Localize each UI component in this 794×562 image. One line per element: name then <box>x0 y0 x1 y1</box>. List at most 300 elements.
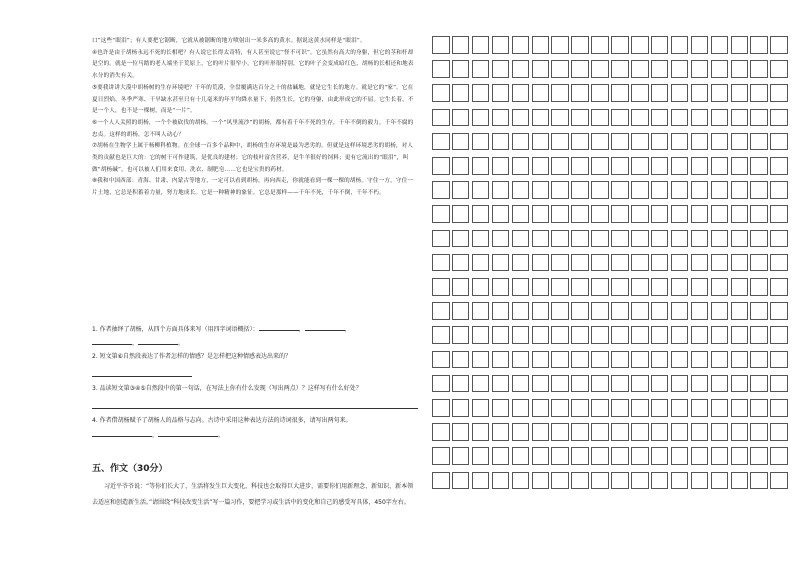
grid-cell[interactable] <box>512 254 530 272</box>
grid-cell[interactable] <box>750 109 768 127</box>
grid-cell[interactable] <box>731 157 749 175</box>
grid-cell[interactable] <box>432 375 450 393</box>
grid-cell[interactable] <box>512 36 530 54</box>
grid-cell[interactable] <box>452 447 470 465</box>
grid-cell[interactable] <box>631 351 649 369</box>
grid-cell[interactable] <box>551 157 569 175</box>
grid-cell[interactable] <box>770 133 788 151</box>
grid-cell[interactable] <box>532 157 550 175</box>
grid-cell[interactable] <box>472 205 490 223</box>
grid-cell[interactable] <box>711 399 729 417</box>
grid-cell[interactable] <box>551 399 569 417</box>
grid-cell[interactable] <box>452 399 470 417</box>
grid-cell[interactable] <box>770 109 788 127</box>
grid-cell[interactable] <box>591 133 609 151</box>
grid-cell[interactable] <box>671 375 689 393</box>
grid-cell[interactable] <box>512 399 530 417</box>
grid-cell[interactable] <box>472 423 490 441</box>
grid-cell[interactable] <box>532 302 550 320</box>
grid-cell[interactable] <box>532 399 550 417</box>
grid-cell[interactable] <box>512 230 530 248</box>
grid-cell[interactable] <box>452 157 470 175</box>
grid-cell[interactable] <box>750 60 768 78</box>
grid-cell[interactable] <box>631 60 649 78</box>
grid-cell[interactable] <box>691 302 709 320</box>
grid-cell[interactable] <box>432 36 450 54</box>
grid-cell[interactable] <box>452 230 470 248</box>
grid-cell[interactable] <box>472 302 490 320</box>
grid-cell[interactable] <box>750 399 768 417</box>
grid-cell[interactable] <box>532 60 550 78</box>
grid-cell[interactable] <box>512 109 530 127</box>
grid-cell[interactable] <box>611 447 629 465</box>
grid-cell[interactable] <box>571 254 589 272</box>
grid-cell[interactable] <box>611 278 629 296</box>
grid-cell[interactable] <box>432 423 450 441</box>
grid-cell[interactable] <box>512 423 530 441</box>
grid-cell[interactable] <box>691 230 709 248</box>
grid-cell[interactable] <box>731 472 749 490</box>
grid-cell[interactable] <box>631 447 649 465</box>
grid-cell[interactable] <box>611 399 629 417</box>
grid-cell[interactable] <box>631 302 649 320</box>
grid-cell[interactable] <box>711 423 729 441</box>
grid-cell[interactable] <box>651 254 669 272</box>
grid-cell[interactable] <box>611 181 629 199</box>
grid-cell[interactable] <box>611 157 629 175</box>
grid-cell[interactable] <box>731 399 749 417</box>
grid-cell[interactable] <box>472 230 490 248</box>
grid-cell[interactable] <box>472 84 490 102</box>
answer-blank[interactable] <box>92 428 152 437</box>
grid-cell[interactable] <box>651 230 669 248</box>
grid-cell[interactable] <box>551 351 569 369</box>
grid-cell[interactable] <box>452 36 470 54</box>
grid-cell[interactable] <box>571 447 589 465</box>
grid-cell[interactable] <box>671 399 689 417</box>
grid-cell[interactable] <box>472 399 490 417</box>
grid-cell[interactable] <box>750 133 768 151</box>
grid-cell[interactable] <box>611 302 629 320</box>
grid-cell[interactable] <box>591 447 609 465</box>
grid-cell[interactable] <box>651 302 669 320</box>
grid-cell[interactable] <box>671 230 689 248</box>
grid-cell[interactable] <box>432 447 450 465</box>
grid-cell[interactable] <box>472 133 490 151</box>
grid-cell[interactable] <box>472 254 490 272</box>
grid-cell[interactable] <box>452 205 470 223</box>
grid-cell[interactable] <box>492 157 510 175</box>
grid-cell[interactable] <box>532 133 550 151</box>
grid-cell[interactable] <box>691 60 709 78</box>
grid-cell[interactable] <box>492 399 510 417</box>
grid-cell[interactable] <box>691 157 709 175</box>
grid-cell[interactable] <box>591 230 609 248</box>
grid-cell[interactable] <box>750 254 768 272</box>
grid-cell[interactable] <box>551 472 569 490</box>
grid-cell[interactable] <box>512 157 530 175</box>
grid-cell[interactable] <box>671 254 689 272</box>
grid-cell[interactable] <box>711 230 729 248</box>
grid-cell[interactable] <box>571 375 589 393</box>
grid-cell[interactable] <box>512 351 530 369</box>
grid-cell[interactable] <box>671 60 689 78</box>
grid-cell[interactable] <box>452 84 470 102</box>
grid-cell[interactable] <box>532 109 550 127</box>
grid-cell[interactable] <box>571 278 589 296</box>
grid-cell[interactable] <box>750 278 768 296</box>
grid-cell[interactable] <box>591 399 609 417</box>
grid-cell[interactable] <box>432 230 450 248</box>
grid-cell[interactable] <box>631 181 649 199</box>
grid-cell[interactable] <box>532 472 550 490</box>
grid-cell[interactable] <box>651 423 669 441</box>
grid-cell[interactable] <box>472 157 490 175</box>
grid-cell[interactable] <box>591 157 609 175</box>
grid-cell[interactable] <box>532 447 550 465</box>
grid-cell[interactable] <box>591 423 609 441</box>
grid-cell[interactable] <box>551 181 569 199</box>
grid-cell[interactable] <box>591 302 609 320</box>
grid-cell[interactable] <box>532 205 550 223</box>
grid-cell[interactable] <box>571 60 589 78</box>
grid-cell[interactable] <box>452 181 470 199</box>
grid-cell[interactable] <box>651 181 669 199</box>
grid-cell[interactable] <box>551 230 569 248</box>
grid-cell[interactable] <box>711 254 729 272</box>
grid-cell[interactable] <box>611 60 629 78</box>
answer-blank[interactable] <box>259 322 299 331</box>
grid-cell[interactable] <box>731 230 749 248</box>
grid-cell[interactable] <box>432 326 450 344</box>
grid-cell[interactable] <box>651 157 669 175</box>
grid-cell[interactable] <box>432 84 450 102</box>
grid-cell[interactable] <box>492 133 510 151</box>
grid-cell[interactable] <box>492 230 510 248</box>
grid-cell[interactable] <box>472 447 490 465</box>
grid-cell[interactable] <box>571 472 589 490</box>
grid-cell[interactable] <box>591 278 609 296</box>
grid-cell[interactable] <box>472 278 490 296</box>
grid-cell[interactable] <box>472 351 490 369</box>
answer-blank[interactable] <box>138 336 178 345</box>
grid-cell[interactable] <box>691 109 709 127</box>
grid-cell[interactable] <box>651 447 669 465</box>
grid-cell[interactable] <box>711 157 729 175</box>
grid-cell[interactable] <box>750 230 768 248</box>
grid-cell[interactable] <box>571 157 589 175</box>
grid-cell[interactable] <box>671 84 689 102</box>
grid-cell[interactable] <box>571 36 589 54</box>
grid-cell[interactable] <box>770 254 788 272</box>
grid-cell[interactable] <box>651 351 669 369</box>
grid-cell[interactable] <box>711 60 729 78</box>
grid-cell[interactable] <box>512 278 530 296</box>
grid-cell[interactable] <box>631 109 649 127</box>
grid-cell[interactable] <box>551 278 569 296</box>
grid-cell[interactable] <box>472 472 490 490</box>
grid-cell[interactable] <box>750 326 768 344</box>
grid-cell[interactable] <box>631 36 649 54</box>
grid-cell[interactable] <box>770 60 788 78</box>
grid-cell[interactable] <box>731 181 749 199</box>
grid-cell[interactable] <box>711 351 729 369</box>
grid-cell[interactable] <box>432 157 450 175</box>
grid-cell[interactable] <box>671 302 689 320</box>
grid-cell[interactable] <box>591 84 609 102</box>
grid-cell[interactable] <box>711 278 729 296</box>
grid-cell[interactable] <box>671 133 689 151</box>
grid-cell[interactable] <box>512 326 530 344</box>
grid-cell[interactable] <box>671 472 689 490</box>
grid-cell[interactable] <box>691 36 709 54</box>
grid-cell[interactable] <box>611 351 629 369</box>
grid-cell[interactable] <box>512 84 530 102</box>
grid-cell[interactable] <box>750 375 768 393</box>
grid-cell[interactable] <box>611 254 629 272</box>
grid-cell[interactable] <box>750 351 768 369</box>
grid-cell[interactable] <box>691 351 709 369</box>
grid-cell[interactable] <box>711 36 729 54</box>
grid-cell[interactable] <box>770 230 788 248</box>
answer-line[interactable] <box>92 408 418 409</box>
grid-cell[interactable] <box>551 84 569 102</box>
grid-cell[interactable] <box>512 60 530 78</box>
grid-cell[interactable] <box>492 302 510 320</box>
grid-cell[interactable] <box>731 254 749 272</box>
grid-cell[interactable] <box>671 36 689 54</box>
grid-cell[interactable] <box>731 326 749 344</box>
grid-cell[interactable] <box>512 472 530 490</box>
grid-cell[interactable] <box>770 302 788 320</box>
grid-cell[interactable] <box>571 302 589 320</box>
grid-cell[interactable] <box>770 375 788 393</box>
writing-grid[interactable] <box>432 36 792 502</box>
grid-cell[interactable] <box>472 60 490 78</box>
grid-cell[interactable] <box>591 472 609 490</box>
grid-cell[interactable] <box>671 109 689 127</box>
grid-cell[interactable] <box>571 133 589 151</box>
grid-cell[interactable] <box>770 157 788 175</box>
grid-cell[interactable] <box>611 133 629 151</box>
grid-cell[interactable] <box>512 133 530 151</box>
grid-cell[interactable] <box>472 326 490 344</box>
grid-cell[interactable] <box>571 423 589 441</box>
grid-cell[interactable] <box>750 157 768 175</box>
grid-cell[interactable] <box>452 302 470 320</box>
grid-cell[interactable] <box>611 472 629 490</box>
grid-cell[interactable] <box>770 399 788 417</box>
grid-cell[interactable] <box>512 375 530 393</box>
grid-cell[interactable] <box>731 278 749 296</box>
grid-cell[interactable] <box>571 326 589 344</box>
grid-cell[interactable] <box>452 472 470 490</box>
grid-cell[interactable] <box>551 447 569 465</box>
grid-cell[interactable] <box>532 230 550 248</box>
grid-cell[interactable] <box>571 351 589 369</box>
grid-cell[interactable] <box>472 36 490 54</box>
grid-cell[interactable] <box>452 109 470 127</box>
answer-blank[interactable] <box>92 336 132 345</box>
grid-cell[interactable] <box>731 447 749 465</box>
grid-cell[interactable] <box>452 326 470 344</box>
grid-cell[interactable] <box>750 84 768 102</box>
grid-cell[interactable] <box>472 109 490 127</box>
grid-cell[interactable] <box>631 230 649 248</box>
grid-cell[interactable] <box>432 302 450 320</box>
grid-cell[interactable] <box>631 278 649 296</box>
grid-cell[interactable] <box>551 326 569 344</box>
grid-cell[interactable] <box>512 181 530 199</box>
grid-cell[interactable] <box>770 36 788 54</box>
grid-cell[interactable] <box>492 447 510 465</box>
grid-cell[interactable] <box>770 278 788 296</box>
grid-cell[interactable] <box>591 254 609 272</box>
grid-cell[interactable] <box>770 205 788 223</box>
grid-cell[interactable] <box>671 326 689 344</box>
grid-cell[interactable] <box>731 60 749 78</box>
grid-cell[interactable] <box>671 447 689 465</box>
grid-cell[interactable] <box>750 205 768 223</box>
grid-cell[interactable] <box>492 254 510 272</box>
grid-cell[interactable] <box>571 109 589 127</box>
grid-cell[interactable] <box>532 254 550 272</box>
grid-cell[interactable] <box>532 181 550 199</box>
grid-cell[interactable] <box>770 326 788 344</box>
grid-cell[interactable] <box>551 60 569 78</box>
grid-cell[interactable] <box>492 109 510 127</box>
grid-cell[interactable] <box>731 205 749 223</box>
grid-cell[interactable] <box>532 351 550 369</box>
grid-cell[interactable] <box>711 133 729 151</box>
grid-cell[interactable] <box>611 84 629 102</box>
grid-cell[interactable] <box>591 205 609 223</box>
grid-cell[interactable] <box>770 84 788 102</box>
grid-cell[interactable] <box>452 423 470 441</box>
grid-cell[interactable] <box>512 447 530 465</box>
grid-cell[interactable] <box>591 181 609 199</box>
grid-cell[interactable] <box>691 472 709 490</box>
grid-cell[interactable] <box>711 375 729 393</box>
grid-cell[interactable] <box>532 326 550 344</box>
grid-cell[interactable] <box>631 133 649 151</box>
grid-cell[interactable] <box>571 205 589 223</box>
grid-cell[interactable] <box>432 278 450 296</box>
grid-cell[interactable] <box>591 375 609 393</box>
grid-cell[interactable] <box>591 326 609 344</box>
grid-cell[interactable] <box>631 423 649 441</box>
grid-cell[interactable] <box>731 351 749 369</box>
grid-cell[interactable] <box>731 302 749 320</box>
grid-cell[interactable] <box>432 133 450 151</box>
grid-cell[interactable] <box>711 302 729 320</box>
grid-cell[interactable] <box>492 84 510 102</box>
grid-cell[interactable] <box>432 60 450 78</box>
grid-cell[interactable] <box>651 375 669 393</box>
grid-cell[interactable] <box>671 278 689 296</box>
grid-cell[interactable] <box>631 326 649 344</box>
grid-cell[interactable] <box>452 375 470 393</box>
grid-cell[interactable] <box>651 109 669 127</box>
grid-cell[interactable] <box>452 278 470 296</box>
grid-cell[interactable] <box>770 351 788 369</box>
answer-blank[interactable] <box>158 428 218 437</box>
grid-cell[interactable] <box>571 84 589 102</box>
grid-cell[interactable] <box>452 254 470 272</box>
grid-cell[interactable] <box>551 133 569 151</box>
grid-cell[interactable] <box>711 447 729 465</box>
grid-cell[interactable] <box>691 399 709 417</box>
grid-cell[interactable] <box>770 472 788 490</box>
grid-cell[interactable] <box>651 36 669 54</box>
grid-cell[interactable] <box>691 254 709 272</box>
grid-cell[interactable] <box>671 423 689 441</box>
grid-cell[interactable] <box>492 326 510 344</box>
grid-cell[interactable] <box>492 375 510 393</box>
grid-cell[interactable] <box>512 302 530 320</box>
grid-cell[interactable] <box>671 205 689 223</box>
grid-cell[interactable] <box>571 181 589 199</box>
grid-cell[interactable] <box>770 423 788 441</box>
grid-cell[interactable] <box>691 375 709 393</box>
grid-cell[interactable] <box>691 447 709 465</box>
grid-cell[interactable] <box>750 36 768 54</box>
grid-cell[interactable] <box>492 472 510 490</box>
grid-cell[interactable] <box>571 230 589 248</box>
grid-cell[interactable] <box>551 205 569 223</box>
grid-cell[interactable] <box>731 36 749 54</box>
grid-cell[interactable] <box>651 205 669 223</box>
grid-cell[interactable] <box>551 375 569 393</box>
grid-cell[interactable] <box>691 84 709 102</box>
grid-cell[interactable] <box>731 423 749 441</box>
grid-cell[interactable] <box>611 423 629 441</box>
grid-cell[interactable] <box>691 278 709 296</box>
grid-cell[interactable] <box>492 36 510 54</box>
grid-cell[interactable] <box>770 181 788 199</box>
grid-cell[interactable] <box>691 181 709 199</box>
grid-cell[interactable] <box>591 109 609 127</box>
grid-cell[interactable] <box>691 133 709 151</box>
grid-cell[interactable] <box>551 302 569 320</box>
grid-cell[interactable] <box>611 375 629 393</box>
grid-cell[interactable] <box>611 109 629 127</box>
grid-cell[interactable] <box>750 181 768 199</box>
grid-cell[interactable] <box>611 205 629 223</box>
grid-cell[interactable] <box>551 254 569 272</box>
grid-cell[interactable] <box>532 278 550 296</box>
grid-cell[interactable] <box>711 109 729 127</box>
grid-cell[interactable] <box>651 326 669 344</box>
grid-cell[interactable] <box>711 205 729 223</box>
grid-cell[interactable] <box>432 399 450 417</box>
grid-cell[interactable] <box>432 351 450 369</box>
grid-cell[interactable] <box>532 423 550 441</box>
grid-cell[interactable] <box>452 351 470 369</box>
grid-cell[interactable] <box>452 60 470 78</box>
grid-cell[interactable] <box>671 351 689 369</box>
grid-cell[interactable] <box>532 36 550 54</box>
grid-cell[interactable] <box>492 181 510 199</box>
grid-cell[interactable] <box>532 375 550 393</box>
grid-cell[interactable] <box>551 423 569 441</box>
grid-cell[interactable] <box>711 181 729 199</box>
grid-cell[interactable] <box>432 109 450 127</box>
grid-cell[interactable] <box>472 375 490 393</box>
grid-cell[interactable] <box>691 423 709 441</box>
grid-cell[interactable] <box>750 472 768 490</box>
grid-cell[interactable] <box>631 84 649 102</box>
